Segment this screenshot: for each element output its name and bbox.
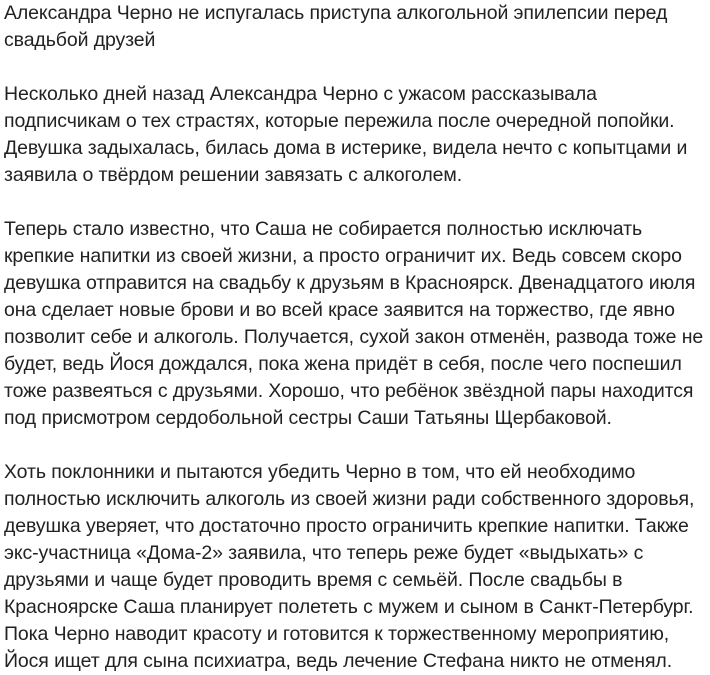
article-title: Александра Черно не испугалась приступа алкогольной эпилепсии перед свадьбой друзей: [4, 2, 668, 51]
article-paragraph-1: Несколько дней назад Александра Черно с ужасом рассказывала подписчикам о тех страстях, которые пережила после очередной попойки. Девушка задыхалась, билась дома в истерике, видела нечто с копытцами и заявила о твёрдом решении завязать с алкоголем.: [4, 83, 688, 186]
article-paragraph-3: Хоть поклонники и пытаются убедить Черно в том, что ей необходимо полностью исключить алкоголь из своей жизни ради собственного здоровья, девушка уверяет, что достаточно просто ограничить крепкие напитки. Также экс-участница «Дома-2» заявила, что теперь реже будет «выдыхать» с друзьями и чаще будет проводить время с семьёй. После свадьбы в Красноярске Саша планирует полететь с мужем и сыном в Санкт-Петербург. Пока Черно наводит красоту и готовится к торжественному мероприятию, Йося ищет для сына психиатра, ведь лечение Стефана никто не отменял.: [4, 461, 695, 672]
article-paragraph-2: Теперь стало известно, что Саша не собирается полностью исключать крепкие напитки из своей жизни, а просто ограничит их. Ведь совсем скоро девушка отправится на свадьбу к друзьям в Красноярск. Двенадцатого июля она сделает новые брови и во всей красе заявится на торжество, где явно позволит себе и алкоголь. Получается, сухой закон отменён, развода тоже не будет, ведь Йося дождался, пока жена придёт в себя, после чего поспешил тоже развеяться с друзьями. Хорошо, что ребёнок звёздной пары находится под присмотром сердобольной сестры Саши Татьяны Щербаковой.: [4, 218, 704, 429]
